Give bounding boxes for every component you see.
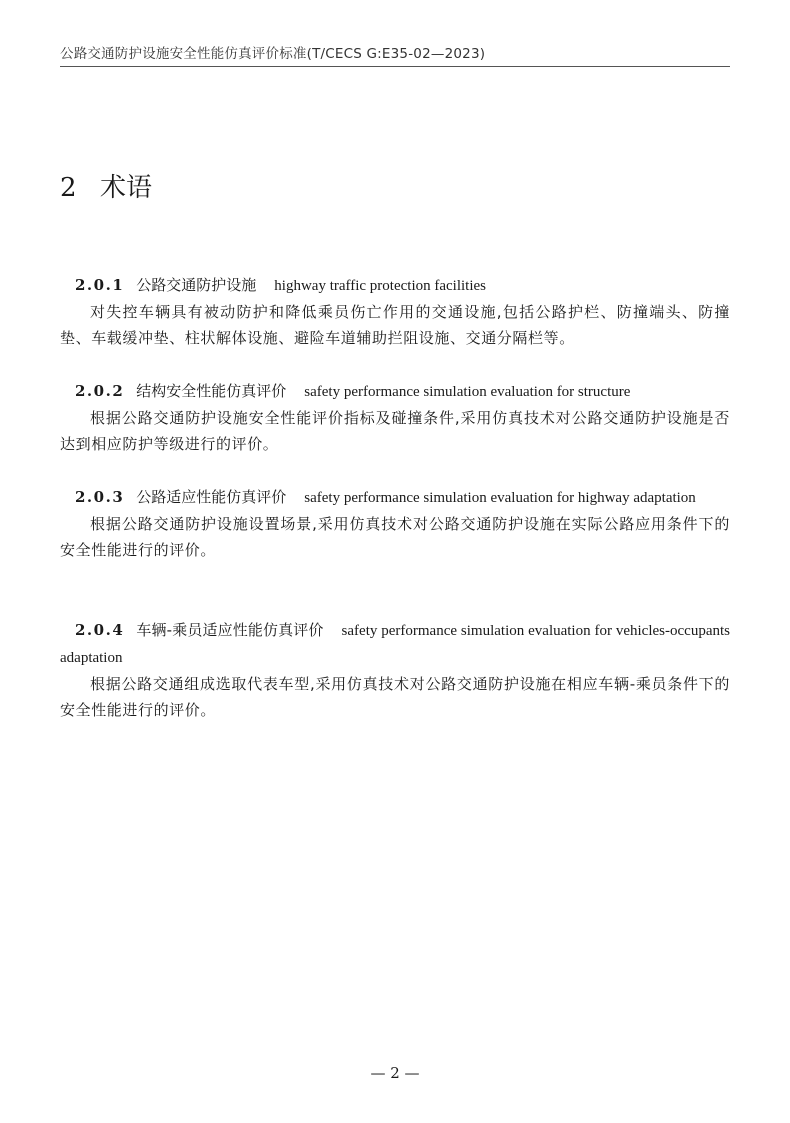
chapter-title — [60, 167, 152, 204]
page-number: — 2 — — [370, 1064, 420, 1082]
term-definition: 根据公路交通组成选取代表车型,采用仿真技术对公路交通防护设施在相应车辆-乘员条件下的安全性能进行的评价。 — [60, 675, 730, 719]
term-entry-4 — [60, 617, 730, 723]
term-definition: 对失控车辆具有被动防护和降低乘员伤亡作用的交通设施,包括公路护栏、防撞端头、防撞垫、车载缓冲垫、柱状解体设施、避险车道辅助拦阻设施、交通分隔栏等。 — [60, 303, 730, 347]
term-chinese: 结构安全性能仿真评价 — [136, 382, 287, 400]
term-heading — [60, 378, 730, 405]
term-entry-1 — [60, 272, 730, 351]
term-number: 2.0.1 — [75, 276, 125, 294]
chapter-number: 2 — [60, 173, 77, 203]
term-chinese: 车辆-乘员适应性能仿真评价 — [136, 621, 324, 639]
term-definition: 根据公路交通防护设施安全性能评价指标及碰撞条件,采用仿真技术对公路交通防护设施是否达到相应防护等级进行的评价。 — [60, 409, 730, 453]
term-english: safety performance simulation evaluation for highway adaptation — [304, 490, 696, 506]
term-definition: 根据公路交通防护设施设置场景,采用仿真技术对公路交通防护设施在实际公路应用条件下的安全性能进行的评价。 — [60, 515, 730, 559]
term-chinese: 公路适应性能仿真评价 — [136, 488, 287, 506]
term-heading — [60, 272, 730, 299]
term-entry-3 — [60, 484, 730, 563]
term-chinese: 公路交通防护设施 — [136, 276, 257, 294]
term-number: 2.0.2 — [75, 382, 125, 400]
chapter-name: 术语 — [100, 173, 153, 203]
term-english: safety performance simulation evaluation for vehicles-occupants adaptation — [60, 623, 730, 666]
term-entry-2 — [60, 378, 730, 457]
term-heading — [60, 484, 730, 511]
header-rule — [60, 66, 730, 67]
term-heading — [60, 617, 730, 671]
term-number: 2.0.4 — [75, 621, 125, 639]
term-number: 2.0.3 — [75, 488, 125, 506]
term-english: highway traffic protection facilities — [274, 278, 487, 294]
running-header: 公路交通防护设施安全性能仿真评价标准(T/CECS G:E35-02—2023) — [60, 46, 486, 62]
term-english: safety performance simulation evaluation for structure — [304, 384, 631, 400]
